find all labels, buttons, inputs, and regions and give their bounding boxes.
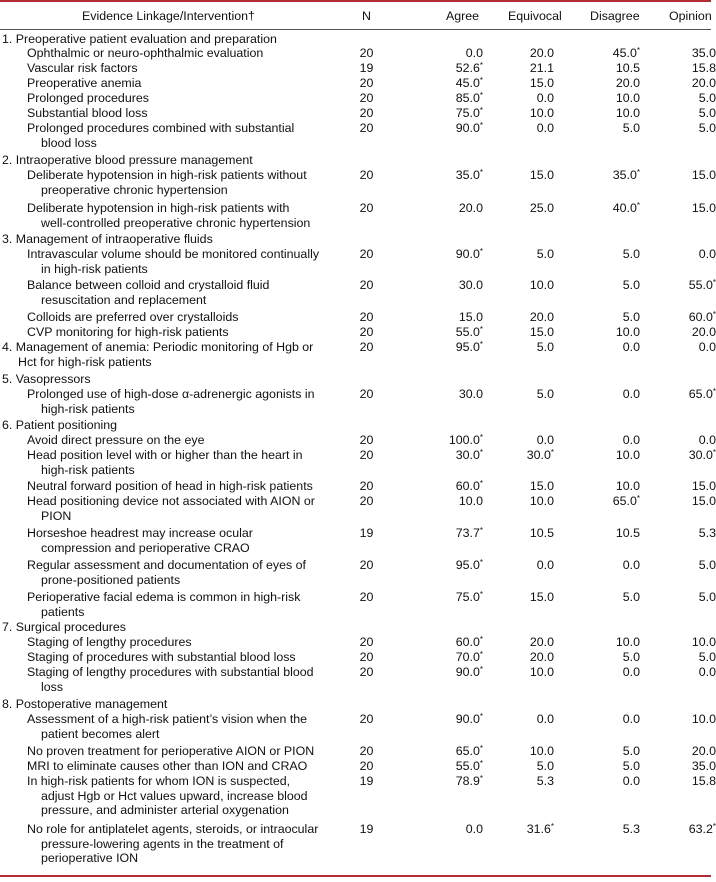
disagree-cell: 5.0 <box>622 121 640 135</box>
row-label-continued: high-risk patients <box>41 462 135 477</box>
equivocal-cell: 5.0 <box>536 759 554 773</box>
disagree-cell: 45.0* <box>612 46 640 60</box>
agree-cell: 30.0 <box>458 278 483 292</box>
row-label: Staging of lengthy procedures <box>27 635 192 649</box>
n-cell: 20 <box>359 448 374 462</box>
row-label: Vascular risk factors <box>27 61 138 75</box>
row-label-continued: resuscitation and replacement <box>41 292 207 307</box>
disagree-cell: 5.0 <box>622 744 640 758</box>
row-label-continued: patient becomes alert <box>41 726 160 741</box>
section-label: 5. Vasopressors <box>2 372 91 386</box>
row-label: Perioperative facial edema is common in high-risk <box>27 590 301 604</box>
significance-marker: * <box>479 526 483 535</box>
row-label: No role for antiplatelet agents, steroids, or intraocular <box>27 822 319 836</box>
row-label: Prolonged use of high-dose α-adrenergic agonists in <box>27 387 315 401</box>
agree-cell: 30.0 <box>458 387 483 401</box>
agree-cell: 90.0* <box>455 712 483 726</box>
significance-marker: * <box>712 822 716 831</box>
significance-marker: * <box>636 46 640 55</box>
equivocal-cell: 5.0 <box>536 340 554 354</box>
disagree-cell: 0.0 <box>622 712 640 726</box>
disagree-cell: 5.3 <box>622 822 640 836</box>
row-label: Regular assessment and documentation of eyes of <box>27 558 306 572</box>
opinion-cell: 15.0 <box>691 168 716 182</box>
equivocal-cell: 5.0 <box>536 387 554 401</box>
equivocal-cell: 30.0* <box>526 448 554 462</box>
opinion-cell: 5.0 <box>698 590 716 604</box>
opinion-cell: 20.0 <box>691 325 716 339</box>
n-cell: 20 <box>359 635 374 649</box>
opinion-cell: 0.0 <box>698 340 716 354</box>
n-cell: 20 <box>359 91 374 105</box>
opinion-cell: 15.0 <box>691 494 716 508</box>
n-cell: 20 <box>359 494 374 508</box>
row-label-continued: PION <box>41 508 72 523</box>
significance-marker: * <box>479 650 483 659</box>
equivocal-cell: 10.5 <box>529 526 554 540</box>
disagree-cell: 20.0 <box>615 76 640 90</box>
opinion-cell: 15.8 <box>691 61 716 75</box>
significance-marker: * <box>479 558 483 567</box>
row-label-continued: Hct for high-risk patients <box>18 354 152 369</box>
agree-cell: 10.0 <box>458 494 483 508</box>
significance-marker: * <box>479 448 483 457</box>
opinion-cell: 5.0 <box>698 91 716 105</box>
row-label: Preoperative anemia <box>27 76 142 90</box>
significance-marker: * <box>479 168 483 177</box>
opinion-cell: 20.0 <box>691 744 716 758</box>
agree-cell: 60.0* <box>455 635 483 649</box>
significance-marker: * <box>479 774 483 783</box>
equivocal-cell: 25.0 <box>529 201 554 215</box>
n-cell: 20 <box>359 325 374 339</box>
row-label: Avoid direct pressure on the eye <box>27 433 205 447</box>
opinion-cell: 15.0 <box>691 479 716 493</box>
n-cell: 20 <box>359 759 374 773</box>
table-top-rule <box>0 0 711 2</box>
row-label-continued: perioperative ION <box>41 851 139 865</box>
equivocal-cell: 15.0 <box>529 479 554 493</box>
row-label-continued: high-risk patients <box>41 401 135 416</box>
opinion-cell: 55.0* <box>688 278 716 292</box>
agree-cell: 73.7* <box>455 526 483 540</box>
header-disagree: Disagree <box>590 9 640 23</box>
disagree-cell: 10.0 <box>615 91 640 105</box>
opinion-cell: 30.0* <box>688 448 716 462</box>
row-label: Deliberate hypotension in high-risk patients without <box>27 168 307 182</box>
agree-cell: 75.0* <box>455 106 483 120</box>
disagree-cell: 10.0 <box>615 635 640 649</box>
n-cell: 20 <box>359 665 374 679</box>
n-cell: 20 <box>359 46 374 60</box>
disagree-cell: 35.0* <box>612 168 640 182</box>
significance-marker: * <box>479 479 483 488</box>
n-cell: 20 <box>359 76 374 90</box>
significance-marker: * <box>636 201 640 210</box>
equivocal-cell: 15.0 <box>529 76 554 90</box>
n-cell: 20 <box>359 558 374 572</box>
agree-cell: 0.0 <box>465 46 483 60</box>
significance-marker: * <box>479 61 483 70</box>
equivocal-cell: 15.0 <box>529 168 554 182</box>
equivocal-cell: 0.0 <box>536 91 554 105</box>
significance-marker: * <box>550 448 554 457</box>
opinion-cell: 20.0 <box>691 76 716 90</box>
row-label: Horseshoe headrest may increase ocular <box>27 526 253 540</box>
row-label-continued: blood loss <box>41 135 97 150</box>
row-label: In high-risk patients for whom ION is suspected, <box>27 774 291 788</box>
significance-marker: * <box>479 635 483 644</box>
opinion-cell: 15.8 <box>691 774 716 788</box>
agree-cell: 60.0* <box>455 479 483 493</box>
agree-cell: 52.6* <box>455 61 483 75</box>
disagree-cell: 5.0 <box>622 278 640 292</box>
row-label: CVP monitoring for high-risk patients <box>27 325 229 339</box>
row-label: Neutral forward position of head in high-risk patients <box>27 479 313 493</box>
significance-marker: * <box>479 76 483 85</box>
n-cell: 20 <box>359 168 374 182</box>
equivocal-cell: 5.0 <box>536 247 554 261</box>
disagree-cell: 0.0 <box>622 665 640 679</box>
opinion-cell: 5.0 <box>698 106 716 120</box>
header-n: N <box>362 9 371 23</box>
row-label: Deliberate hypotension in high-risk patients with <box>27 201 290 215</box>
disagree-cell: 10.0 <box>615 448 640 462</box>
equivocal-cell: 10.0 <box>529 278 554 292</box>
row-label: Intravascular volume should be monitored continually <box>27 247 320 261</box>
row-label-continued: adjust Hgb or Hct values upward, increase blood <box>41 788 308 803</box>
agree-cell: 85.0* <box>455 91 483 105</box>
agree-cell: 90.0* <box>455 665 483 679</box>
n-cell: 19 <box>359 822 374 836</box>
row-label: Prolonged procedures combined with substantial <box>27 121 295 135</box>
section-label: 8. Postoperative management <box>2 697 168 711</box>
equivocal-cell: 15.0 <box>529 325 554 339</box>
disagree-cell: 5.0 <box>622 650 640 664</box>
opinion-cell: 0.0 <box>698 665 716 679</box>
n-cell: 20 <box>359 278 374 292</box>
row-label: Staging of procedures with substantial blood loss <box>27 650 296 664</box>
significance-marker: * <box>712 448 716 457</box>
significance-marker: * <box>636 168 640 177</box>
disagree-cell: 10.5 <box>615 526 640 540</box>
row-label: Prolonged procedures <box>27 91 149 105</box>
disagree-cell: 0.0 <box>622 387 640 401</box>
opinion-cell: 5.0 <box>698 650 716 664</box>
significance-marker: * <box>479 106 483 115</box>
row-label-continued: pressure-lowering agents in the treatment of <box>41 836 284 851</box>
agree-cell: 35.0* <box>455 168 483 182</box>
row-label: No proven treatment for perioperative AION or PION <box>27 744 315 758</box>
disagree-cell: 10.5 <box>615 61 640 75</box>
n-cell: 20 <box>359 310 374 324</box>
opinion-cell: 0.0 <box>698 433 716 447</box>
header-opinion: Opinion <box>669 9 712 23</box>
row-label-continued: patients <box>41 604 85 619</box>
n-cell: 20 <box>359 121 374 135</box>
n-cell: 20 <box>359 201 374 215</box>
opinion-cell: 35.0 <box>691 759 716 773</box>
n-cell: 19 <box>359 61 374 75</box>
table-bottom-rule <box>0 875 711 877</box>
row-label: Head position level with or higher than the heart in <box>27 448 303 462</box>
agree-cell: 30.0* <box>455 448 483 462</box>
disagree-cell: 10.0 <box>615 325 640 339</box>
n-cell: 20 <box>359 387 374 401</box>
disagree-cell: 5.0 <box>622 590 640 604</box>
section-label: 7. Surgical procedures <box>2 620 126 634</box>
row-label: Ophthalmic or neuro-ophthalmic evaluation <box>27 46 264 60</box>
section-label: 4. Management of anemia: Periodic monitoring of Hgb or <box>2 340 314 354</box>
section-label: 1. Preoperative patient evaluation and preparation <box>2 32 277 46</box>
equivocal-cell: 10.0 <box>529 744 554 758</box>
opinion-cell: 15.0 <box>691 201 716 215</box>
disagree-cell: 65.0* <box>612 494 640 508</box>
equivocal-cell: 10.0 <box>529 494 554 508</box>
equivocal-cell: 0.0 <box>536 433 554 447</box>
opinion-cell: 10.0 <box>691 712 716 726</box>
agree-cell: 65.0* <box>455 744 483 758</box>
opinion-cell: 60.0* <box>688 310 716 324</box>
significance-marker: * <box>479 340 483 349</box>
opinion-cell: 35.0 <box>691 46 716 60</box>
n-cell: 20 <box>359 106 374 120</box>
n-cell: 20 <box>359 247 374 261</box>
n-cell: 20 <box>359 433 374 447</box>
significance-marker: * <box>479 665 483 674</box>
row-label: MRI to eliminate causes other than ION and CRAO <box>27 759 308 773</box>
n-cell: 20 <box>359 479 374 493</box>
disagree-cell: 40.0* <box>612 201 640 215</box>
agree-cell: 55.0* <box>455 325 483 339</box>
equivocal-cell: 0.0 <box>536 712 554 726</box>
significance-marker: * <box>479 121 483 130</box>
equivocal-cell: 0.0 <box>536 558 554 572</box>
header-evidence: Evidence Linkage/Intervention† <box>82 9 255 23</box>
agree-cell: 0.0 <box>465 822 483 836</box>
opinion-cell: 5.0 <box>698 558 716 572</box>
significance-marker: * <box>479 744 483 753</box>
agree-cell: 70.0* <box>455 650 483 664</box>
equivocal-cell: 20.0 <box>529 635 554 649</box>
opinion-cell: 10.0 <box>691 635 716 649</box>
equivocal-cell: 21.1 <box>529 61 554 75</box>
significance-marker: * <box>479 590 483 599</box>
n-cell: 19 <box>359 774 374 788</box>
opinion-cell: 5.3 <box>698 526 716 540</box>
significance-marker: * <box>712 387 716 396</box>
significance-marker: * <box>479 91 483 100</box>
agree-cell: 15.0 <box>458 310 483 324</box>
n-cell: 20 <box>359 712 374 726</box>
significance-marker: * <box>479 759 483 768</box>
row-label-continued: loss <box>41 679 64 694</box>
equivocal-cell: 31.6* <box>526 822 554 836</box>
significance-marker: * <box>550 822 554 831</box>
n-cell: 20 <box>359 744 374 758</box>
disagree-cell: 10.0 <box>615 479 640 493</box>
equivocal-cell: 20.0 <box>529 46 554 60</box>
header-rule <box>0 29 711 30</box>
agree-cell: 90.0* <box>455 121 483 135</box>
significance-marker: * <box>479 325 483 334</box>
row-label-continued: preoperative chronic hypertension <box>41 182 228 197</box>
disagree-cell: 0.0 <box>622 774 640 788</box>
equivocal-cell: 20.0 <box>529 310 554 324</box>
agree-cell: 78.9* <box>455 774 483 788</box>
agree-cell: 75.0* <box>455 590 483 604</box>
row-label: Substantial blood loss <box>27 106 148 120</box>
header-agree: Agree <box>446 9 480 23</box>
row-label-continued: compression and perioperative CRAO <box>41 540 250 555</box>
n-cell: 20 <box>359 650 374 664</box>
equivocal-cell: 10.0 <box>529 665 554 679</box>
agree-cell: 95.0* <box>455 558 483 572</box>
agree-cell: 95.0* <box>455 340 483 354</box>
agree-cell: 45.0* <box>455 76 483 90</box>
row-label: Staging of lengthy procedures with substantial blood <box>27 665 314 679</box>
row-label-continued: prone-positioned patients <box>41 572 181 587</box>
equivocal-cell: 5.3 <box>536 774 554 788</box>
row-label-continued: well-controlled preoperative chronic hypertension <box>41 215 311 230</box>
opinion-cell: 5.0 <box>698 121 716 135</box>
section-label: 2. Intraoperative blood pressure management <box>2 153 253 167</box>
significance-marker: * <box>479 712 483 721</box>
significance-marker: * <box>712 310 716 319</box>
n-cell: 20 <box>359 340 374 354</box>
significance-marker: * <box>479 247 483 256</box>
section-label: 3. Management of intraoperative fluids <box>2 232 213 246</box>
row-label: Colloids are preferred over crystalloids <box>27 310 239 324</box>
opinion-cell: 63.2* <box>688 822 716 836</box>
disagree-cell: 5.0 <box>622 247 640 261</box>
row-label: Assessment of a high-risk patient’s vision when the <box>27 712 308 726</box>
row-label-continued: in high-risk patients <box>41 261 148 276</box>
disagree-cell: 10.0 <box>615 106 640 120</box>
opinion-cell: 65.0* <box>688 387 716 401</box>
significance-marker: * <box>479 433 483 442</box>
disagree-cell: 0.0 <box>622 558 640 572</box>
disagree-cell: 0.0 <box>622 433 640 447</box>
agree-cell: 55.0* <box>455 759 483 773</box>
equivocal-cell: 15.0 <box>529 590 554 604</box>
equivocal-cell: 10.0 <box>529 106 554 120</box>
agree-cell: 20.0 <box>458 201 483 215</box>
equivocal-cell: 20.0 <box>529 650 554 664</box>
row-label: Head positioning device not associated with AION or <box>27 494 315 508</box>
disagree-cell: 5.0 <box>622 310 640 324</box>
n-cell: 20 <box>359 590 374 604</box>
significance-marker: * <box>712 278 716 287</box>
section-label: 6. Patient positioning <box>2 418 118 432</box>
header-equivocal: Equivocal <box>508 9 562 23</box>
agree-cell: 100.0* <box>448 433 483 447</box>
n-cell: 19 <box>359 526 374 540</box>
agree-cell: 90.0* <box>455 247 483 261</box>
disagree-cell: 5.0 <box>622 759 640 773</box>
opinion-cell: 0.0 <box>698 247 716 261</box>
equivocal-cell: 0.0 <box>536 121 554 135</box>
disagree-cell: 0.0 <box>622 340 640 354</box>
significance-marker: * <box>636 494 640 503</box>
row-label: Balance between colloid and crystalloid fluid <box>27 278 270 292</box>
row-label-continued: pressure, and administer arterial oxygenation <box>41 803 289 817</box>
